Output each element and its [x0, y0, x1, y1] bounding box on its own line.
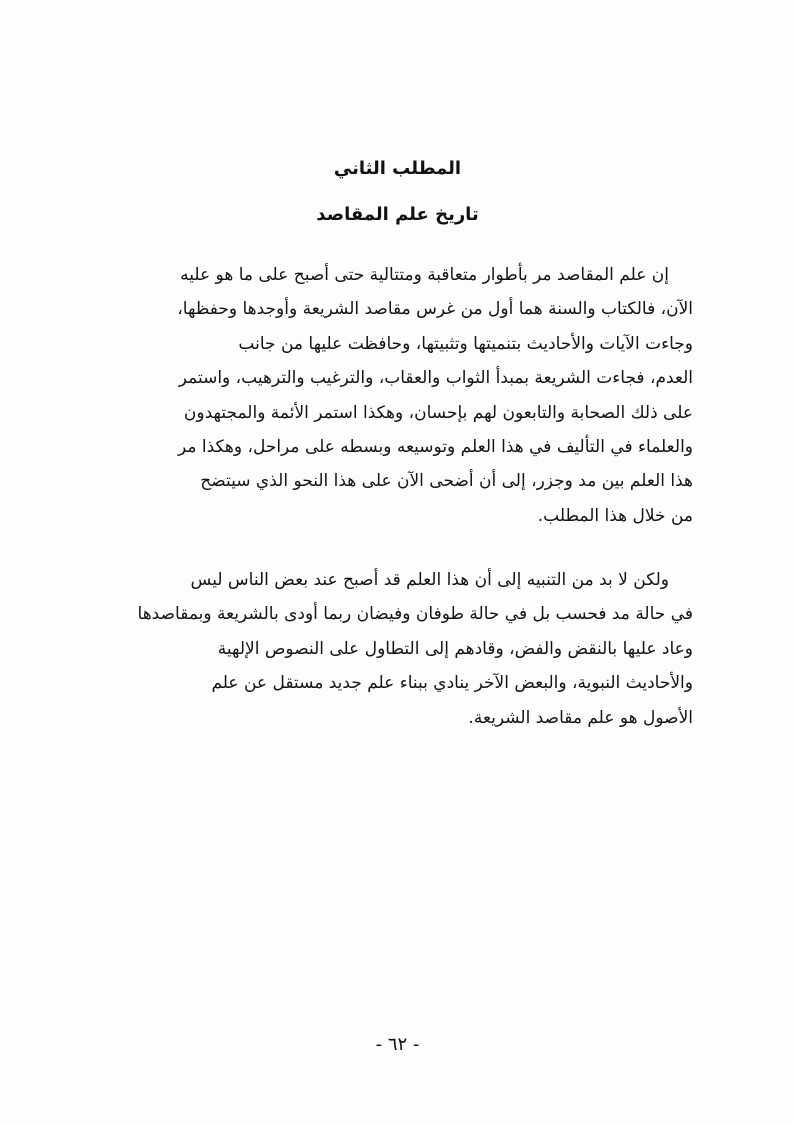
paragraph-line: وعاد عليها بالنقض والفض، وقادهم إلى التطاول على النصوص الإلهية: [217, 638, 693, 659]
paragraph-line: والعلماء في التأليف في هذا العلم وتوسيعه وبسطه على مراحل، وهكذا مر: [177, 437, 693, 458]
paragraph-line: إن علم المقاصد مر بأطوار متعاقبة ومتتالية حتى أصبح على ما هو عليه: [180, 265, 669, 285]
section-heading-text: المطلب الثاني: [333, 158, 462, 179]
paragraph-line: الآن، فالكتاب والسنة هما أول من غرس مقاصد الشريعة وأوجدها وحفظها،: [177, 299, 693, 320]
section-heading: [0, 158, 795, 179]
paragraph-line: في حالة مد فحسب بل في حالة طوفان وفيضان ربما أودى بالشريعة وبمقاصدها: [137, 604, 693, 625]
paragraph-line: الأصول هو علم مقاصد الشريعة.: [468, 707, 693, 728]
section-title: [0, 204, 795, 226]
paragraph-line: والأحاديث النبوية، والبعض الآخر ينادي ببناء علم جديد مستقل عن علم: [211, 673, 693, 694]
paragraph-line: على ذلك الصحابة والتابعون لهم بإحسان، وهكذا استمر الأئمة والمجتهدون: [183, 402, 693, 423]
paragraph-line: هذا العلم بين مد وجزر، إلى أن أضحى الآن على هذا النحو الذي سيتضح: [200, 471, 693, 492]
paragraph-line: من خلال هذا المطلب.: [537, 505, 693, 526]
section-title-text: تاريخ علم المقاصد: [316, 204, 479, 225]
paragraph-2: [118, 563, 693, 735]
paragraph-line: وجاءت الآيات والأحاديث بتنميتها وتثبيتها، وحافظت عليها من جانب: [238, 333, 693, 354]
paragraph-line: العدم، فجاءت الشريعة بمبدأ الثواب والعقاب، والترغيب والترهيب، واستمر: [178, 368, 693, 389]
paragraph-line: ولكن لا بد من التنبيه إلى أن هذا العلم قد أصبح عند بعض الناس ليس: [190, 570, 669, 590]
paragraph-1: [118, 258, 693, 533]
page-number: - ٦٢ -: [375, 1034, 420, 1055]
